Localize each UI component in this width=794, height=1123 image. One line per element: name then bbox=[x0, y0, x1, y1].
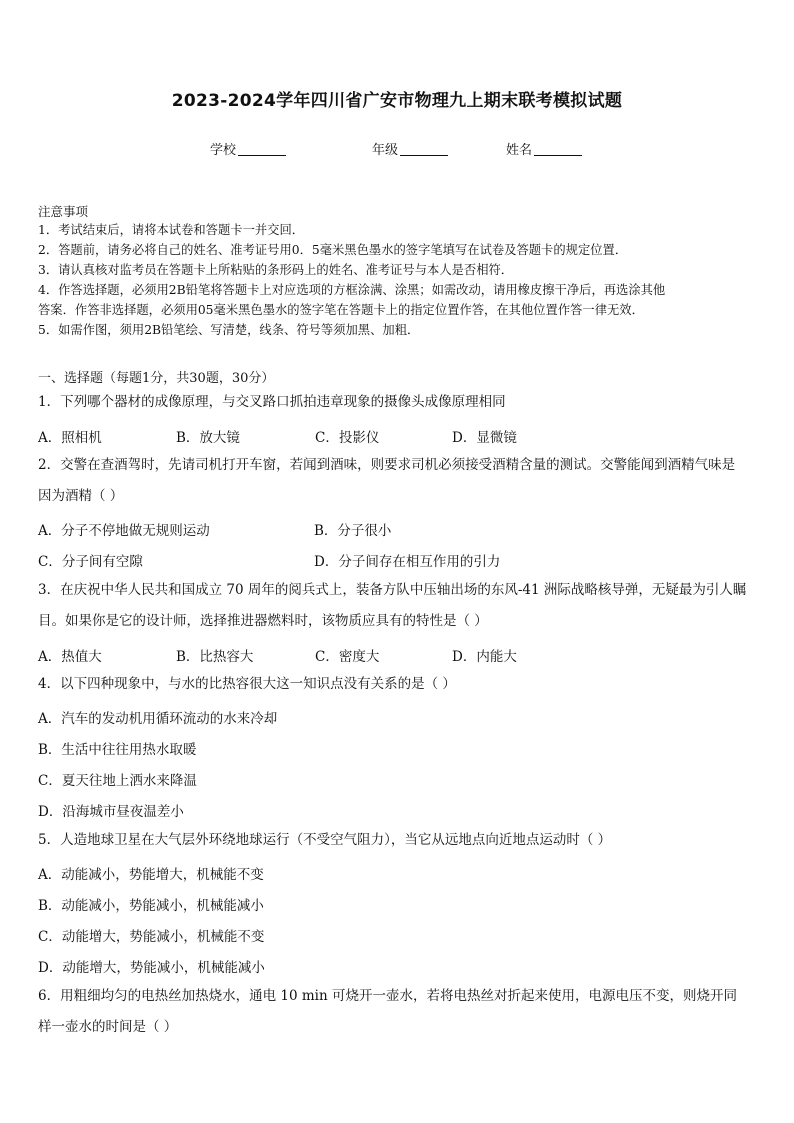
question-3 bbox=[38, 575, 760, 637]
notice-item: 3．请认真核对监考员在答题卡上所粘贴的条形码上的姓名、准考证号与本人是否相符． bbox=[38, 263, 514, 277]
option-c[interactable]: C．分子间有空隙 bbox=[38, 554, 143, 570]
question-2-options-row-2 bbox=[38, 550, 760, 574]
option-c[interactable]: C．夏天往地上洒水来降温 bbox=[38, 773, 197, 789]
school-blank[interactable] bbox=[238, 141, 286, 156]
option-d[interactable]: D．显微镜 bbox=[452, 430, 517, 446]
question-4 bbox=[38, 669, 760, 700]
grade-blank[interactable] bbox=[400, 141, 448, 156]
student-info-row bbox=[0, 139, 794, 159]
exam-title: 2023-2024学年四川省广安市物理九上期末联考模拟试题 bbox=[171, 91, 623, 111]
notice-item: 5．如需作图，须用2B铅笔绘、写清楚，线条、符号等须加黑、加粗． bbox=[38, 323, 420, 337]
notice-item: 2．答题前，请务必将自己的姓名、准考证号用0．5毫米黑色墨水的签字笔填写在试卷及答题卡的规定位置． bbox=[38, 243, 628, 257]
option-c[interactable]: C．密度大 bbox=[315, 649, 380, 665]
option-b[interactable]: B．放大镜 bbox=[176, 430, 240, 446]
notice-item: 答案．作答非选择题，必须用05毫米黑色墨水的签字笔在答题卡上的指定位置作答，在其他位置作答一律无效． bbox=[38, 303, 644, 317]
option-b[interactable]: B．比热容大 bbox=[176, 649, 254, 665]
question-text: 6．用粗细均匀的电热丝加热烧水，通电 10 min 可烧开一壶水，若将电热丝对折起来使用，电源电压不变，则烧开同 bbox=[38, 988, 737, 1004]
option-a[interactable]: A．分子不停地做无规则运动 bbox=[38, 523, 210, 539]
notice-item: 4．作答选择题，必须用2B铅笔将答题卡上对应选项的方框涂满、涂黑；如需改动，请用橡皮擦干净后，再选涂其他 bbox=[38, 283, 666, 297]
option-a[interactable]: A．照相机 bbox=[38, 430, 102, 446]
question-text: 目。如果你是它的设计师，选择推进器燃料时，该物质应具有的特性是（ ） bbox=[38, 613, 488, 629]
option-d[interactable]: D．动能增大，势能减小，机械能减小 bbox=[38, 960, 265, 976]
name-field[interactable] bbox=[506, 139, 582, 158]
option-a[interactable]: A．动能减小，势能增大，机械能不变 bbox=[38, 867, 264, 883]
question-text: 2．交警在查酒驾时，先请司机打开车窗，若闻到酒味，则要求司机必须接受酒精含量的测试。交警能闻到酒精气味是 bbox=[38, 457, 736, 473]
option-c[interactable]: C．投影仪 bbox=[315, 430, 380, 446]
option-a[interactable]: A．汽车的发动机用循环流动的水来冷却 bbox=[38, 711, 278, 727]
option-c[interactable]: C．动能增大，势能减小，机械能不变 bbox=[38, 929, 265, 945]
question-text: 1．下列哪个器材的成像原理，与交叉路口抓拍违章现象的摄像头成像原理相同 bbox=[38, 394, 506, 410]
notice-item: 1．考试结束后，请将本试卷和答题卡一并交回． bbox=[38, 223, 305, 237]
option-b[interactable]: B．生活中往往用热水取暖 bbox=[38, 742, 197, 758]
school-field[interactable] bbox=[210, 139, 286, 158]
question-1 bbox=[38, 387, 760, 418]
question-text: 样一壶水的时间是（ ） bbox=[38, 1019, 178, 1035]
question-text: 5．人造地球卫星在大气层外环绕地球运行（不受空气阻力），当它从远地点向近地点运动时（ ） bbox=[38, 832, 612, 848]
name-blank[interactable] bbox=[534, 141, 582, 156]
option-d[interactable]: D．分子间存在相互作用的引力 bbox=[314, 554, 501, 570]
grade-label: 年级 bbox=[372, 143, 399, 158]
notice-list bbox=[38, 220, 762, 340]
question-2-options-row-1 bbox=[38, 519, 760, 543]
option-a[interactable]: A．热值大 bbox=[38, 649, 102, 665]
option-b[interactable]: B．分子很小 bbox=[314, 523, 392, 539]
question-2 bbox=[38, 450, 760, 512]
option-d[interactable]: D．内能大 bbox=[452, 649, 517, 665]
section-heading: 一、选择题（每题1分，共30题，30分） bbox=[38, 371, 275, 386]
option-b[interactable]: B．动能减小，势能减小，机械能减小 bbox=[38, 898, 264, 914]
question-text: 4．以下四种现象中，与水的比热容很大这一知识点没有关系的是（ ） bbox=[38, 676, 456, 692]
question-3-options bbox=[38, 645, 760, 669]
question-6 bbox=[38, 981, 760, 1043]
question-5 bbox=[38, 825, 760, 856]
question-1-options bbox=[38, 426, 760, 450]
name-label: 姓名 bbox=[506, 143, 533, 158]
notice-heading: 注意事项 bbox=[38, 204, 89, 219]
school-label: 学校 bbox=[210, 143, 237, 158]
question-text: 3．在庆祝中华人民共和国成立 70 周年的阅兵式上，装备方队中压轴出场的东风-41 洲际战略核导弹，无疑最为引人瞩 bbox=[38, 582, 747, 598]
question-text: 因为酒精（ ） bbox=[38, 488, 124, 504]
grade-field[interactable] bbox=[372, 139, 448, 158]
option-d[interactable]: D．沿海城市昼夜温差小 bbox=[38, 804, 184, 820]
